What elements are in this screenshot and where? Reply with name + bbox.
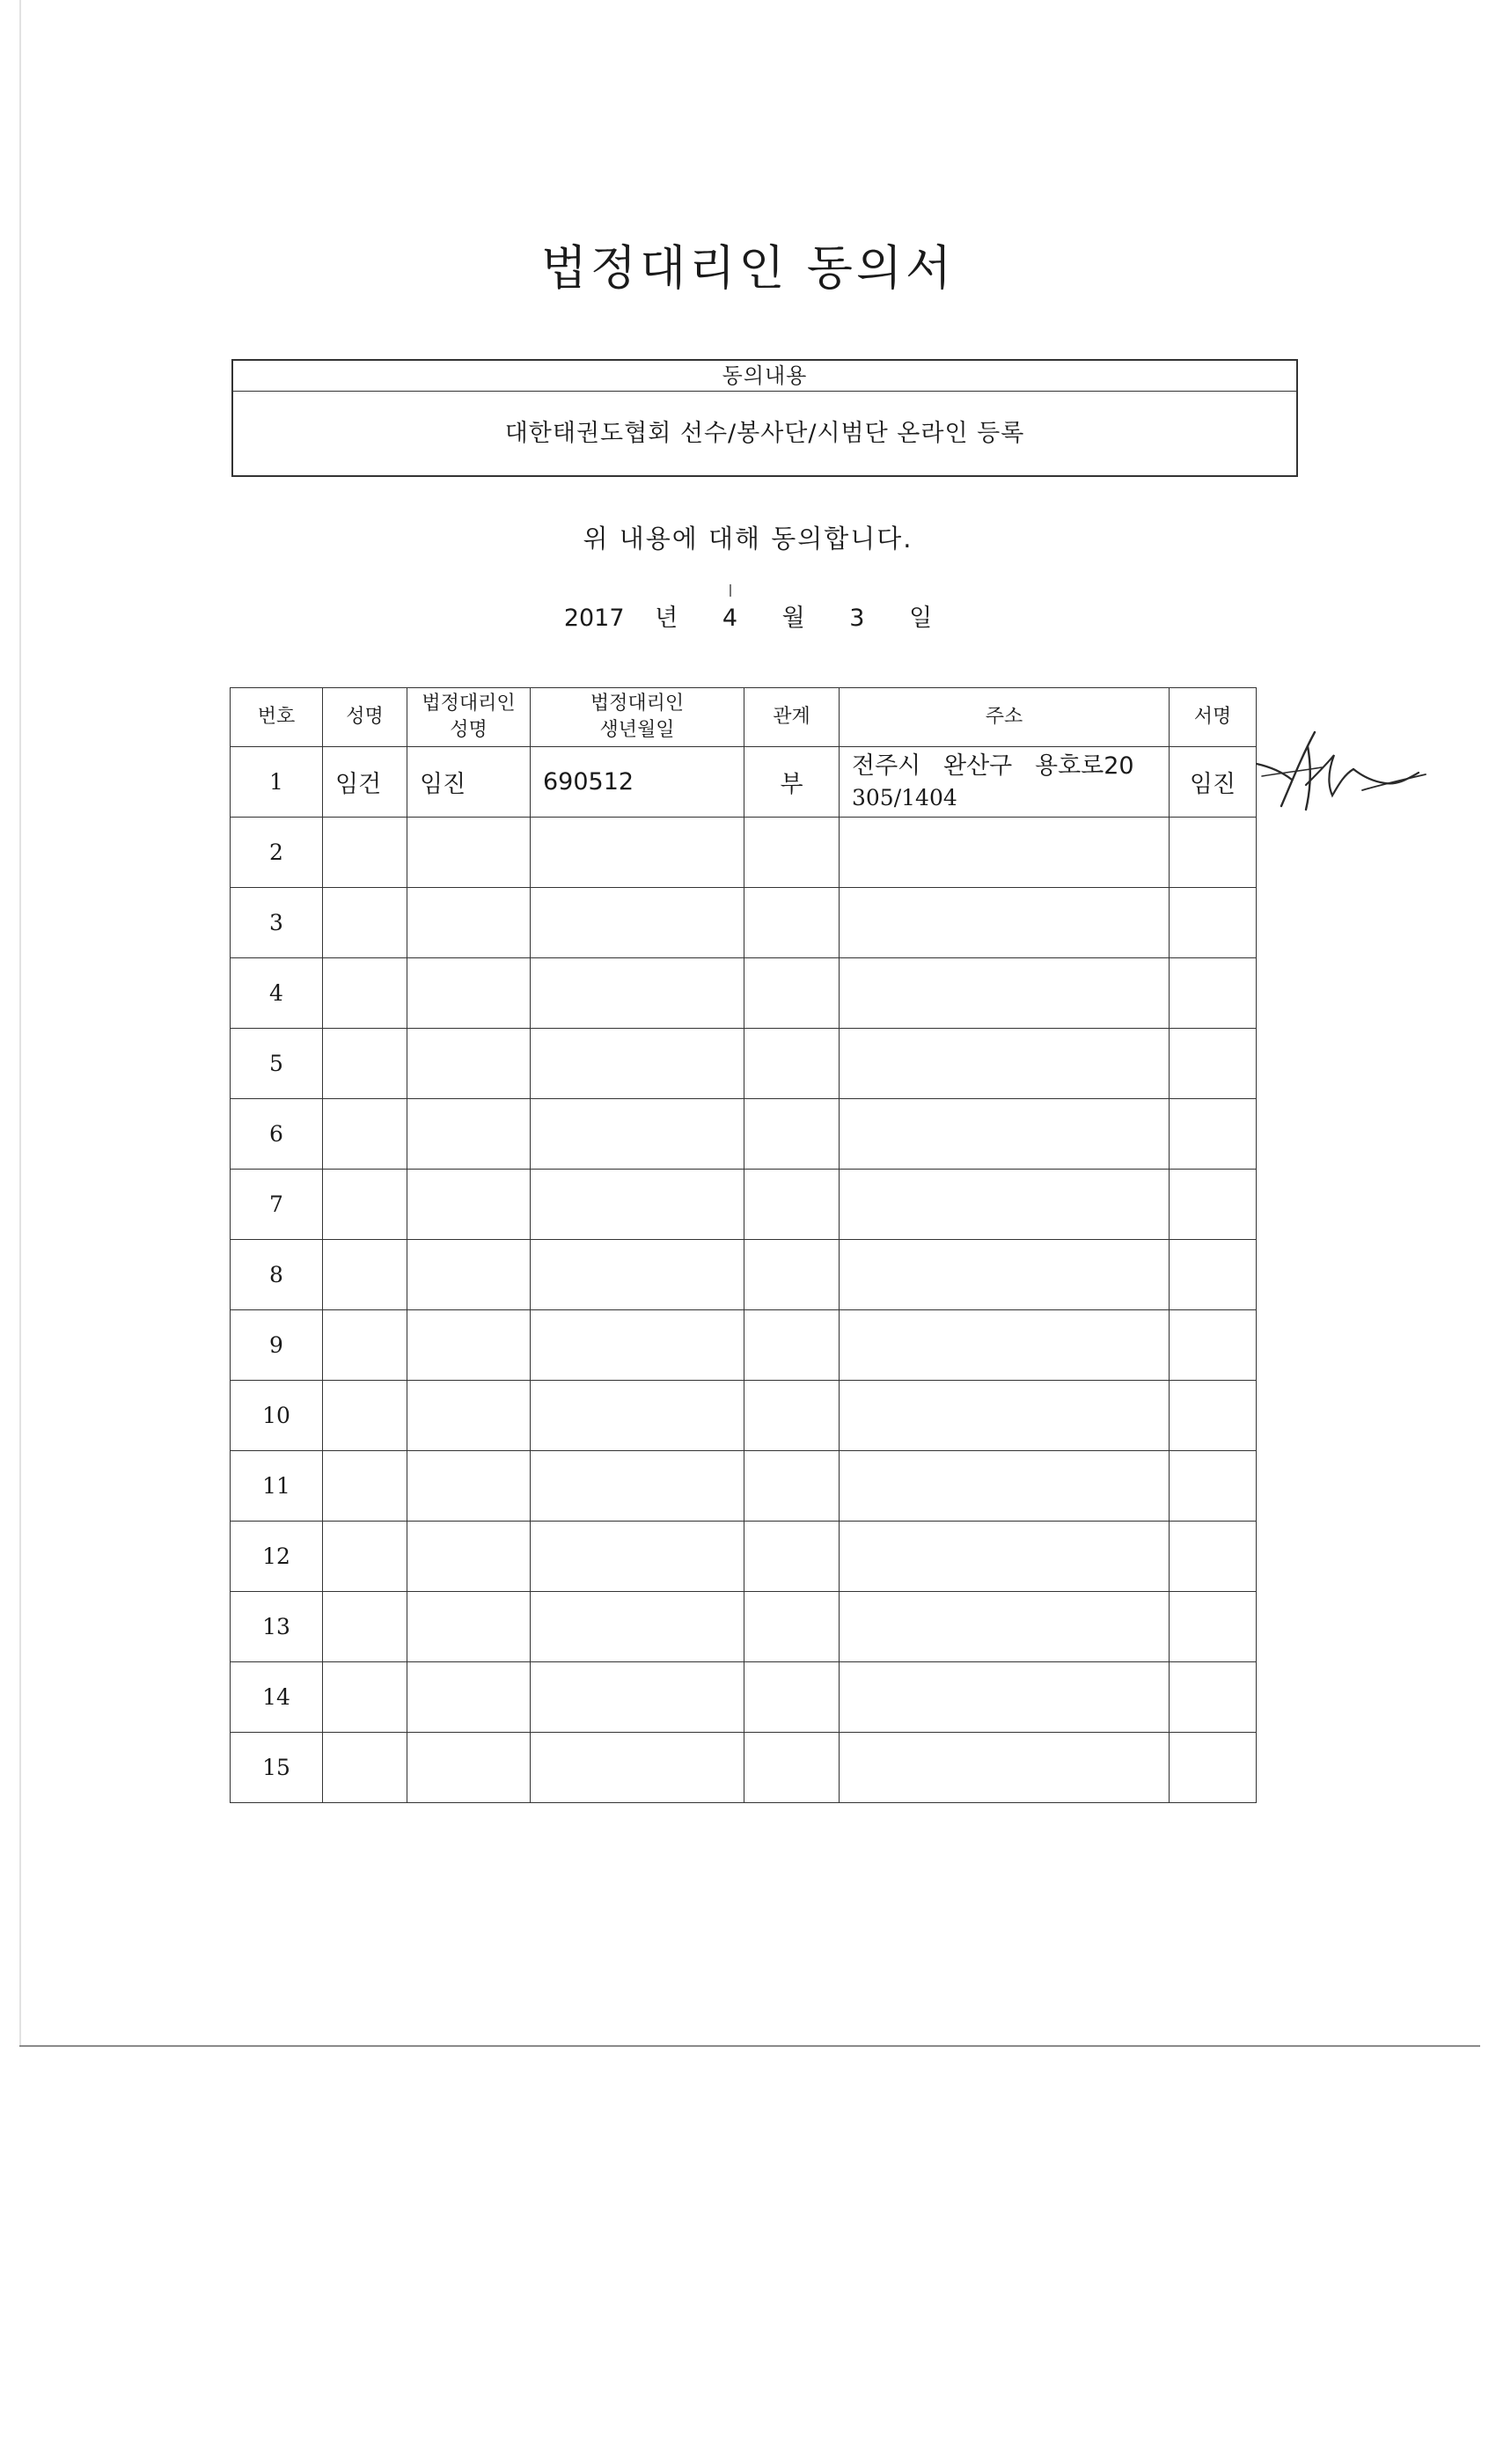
header-guardian-dob (531, 688, 744, 747)
table-row (231, 1662, 1257, 1733)
row-signature (1170, 818, 1257, 888)
handwritten-signature-icon (1230, 711, 1441, 825)
row-relation (744, 1592, 840, 1662)
row-guardian-name (407, 1733, 531, 1803)
row-guardian-name (407, 1451, 531, 1522)
row-number: 13 (231, 1592, 323, 1662)
consent-date (0, 598, 1496, 633)
table-row (231, 1733, 1257, 1803)
date-day: 3 (849, 605, 865, 632)
row-relation (744, 888, 840, 958)
row-name (323, 1451, 407, 1522)
row-address (840, 1240, 1170, 1310)
row-name (323, 818, 407, 888)
row-address (840, 818, 1170, 888)
row-relation (744, 1170, 840, 1240)
header-relation: 관계 (744, 688, 840, 747)
row-relation (744, 958, 840, 1029)
header-guardian-name-line1: 법정대리인 (422, 693, 516, 715)
table-row (231, 958, 1257, 1029)
row-guardian-dob (531, 1240, 744, 1310)
row-relation (744, 1099, 840, 1170)
header-guardian-dob-line2: 생년월일 (599, 719, 675, 741)
row-guardian-dob (531, 1029, 744, 1099)
table-row (231, 1099, 1257, 1170)
row-guardian-dob (531, 1522, 744, 1592)
document-title: 법정대리인 동의서 (540, 240, 956, 296)
row-relation (744, 1662, 840, 1733)
row-guardian-dob: 690512 (531, 747, 744, 818)
row-guardian-name: 임진 (407, 747, 531, 818)
row-address (840, 1310, 1170, 1381)
header-guardian-name-line2: 성명 (450, 719, 488, 741)
row-guardian-dob (531, 1733, 744, 1803)
row-signature (1170, 958, 1257, 1029)
row-number: 2 (231, 818, 323, 888)
row-address (840, 1099, 1170, 1170)
row-signature (1170, 1662, 1257, 1733)
row-signature: 임진 (1170, 747, 1257, 818)
row-relation (744, 818, 840, 888)
row-guardian-dob (531, 818, 744, 888)
header-name: 성명 (323, 688, 407, 747)
row-name (323, 1381, 407, 1451)
row-signature (1170, 1381, 1257, 1451)
row-guardian-dob (531, 1170, 744, 1240)
table-row (231, 1522, 1257, 1592)
header-signature: 서명 (1170, 688, 1257, 747)
row-guardian-name (407, 1310, 531, 1381)
row-relation (744, 1029, 840, 1099)
table-row (231, 1029, 1257, 1099)
row-signature (1170, 1733, 1257, 1803)
row-address (840, 888, 1170, 958)
row-relation (744, 1451, 840, 1522)
row-signature (1170, 1592, 1257, 1662)
row-name (323, 1170, 407, 1240)
row-name (323, 1733, 407, 1803)
row-guardian-dob (531, 1310, 744, 1381)
row-name (323, 1029, 407, 1099)
row-guardian-name (407, 1522, 531, 1592)
row-number: 15 (231, 1733, 323, 1803)
row-guardian-name (407, 1170, 531, 1240)
row-address (840, 747, 1170, 818)
row-relation (744, 1240, 840, 1310)
row-name (323, 1592, 407, 1662)
row-signature (1170, 1451, 1257, 1522)
row-guardian-dob (531, 1662, 744, 1733)
table-row (231, 1170, 1257, 1240)
date-year: 2017 (563, 605, 625, 632)
row-address (840, 1522, 1170, 1592)
row-guardian-name (407, 1381, 531, 1451)
table-row (231, 818, 1257, 888)
table-row (231, 1451, 1257, 1522)
row-relation (744, 1310, 840, 1381)
date-year-unit: 년 (655, 605, 678, 632)
row-number: 12 (231, 1522, 323, 1592)
row-name (323, 888, 407, 958)
row-address (840, 1170, 1170, 1240)
row-address (840, 1451, 1170, 1522)
row-name (323, 1522, 407, 1592)
row-address (840, 1592, 1170, 1662)
table-row (231, 1592, 1257, 1662)
row-guardian-dob (531, 1381, 744, 1451)
row-number: 8 (231, 1240, 323, 1310)
row-guardian-name (407, 818, 531, 888)
row-number: 4 (231, 958, 323, 1029)
date-month-unit: 월 (781, 605, 805, 632)
row-name (323, 1662, 407, 1733)
row-guardian-dob (531, 1592, 744, 1662)
table-row (231, 1381, 1257, 1451)
row-address-line2: 305/1404 (852, 784, 957, 810)
consent-content-body: 대한태권도협회 선수/봉사단/시범단 온라인 등록 (504, 420, 1025, 447)
row-guardian-dob (531, 888, 744, 958)
row-guardian-name (407, 1099, 531, 1170)
table-row (231, 1240, 1257, 1310)
consent-content-box (231, 359, 1298, 477)
scan-left-edge (19, 0, 21, 2046)
header-address: 주소 (840, 688, 1170, 747)
row-signature (1170, 1029, 1257, 1099)
row-number: 10 (231, 1381, 323, 1451)
row-signature (1170, 1170, 1257, 1240)
table-row (231, 747, 1257, 818)
row-name (323, 1310, 407, 1381)
row-signature (1170, 1240, 1257, 1310)
consent-content-header: 동의내용 (233, 361, 1296, 392)
row-number: 14 (231, 1662, 323, 1733)
header-guardian-dob-line1: 법정대리인 (590, 693, 685, 715)
row-address-line1: 전주시 완산구 용호로20 (852, 752, 1134, 780)
row-signature (1170, 1099, 1257, 1170)
row-number: 6 (231, 1099, 323, 1170)
table-header-row (231, 688, 1257, 747)
row-signature (1170, 1310, 1257, 1381)
row-guardian-name (407, 888, 531, 958)
row-number: 1 (231, 747, 323, 818)
table-row (231, 888, 1257, 958)
row-name (323, 1099, 407, 1170)
row-number: 7 (231, 1170, 323, 1240)
row-number: 11 (231, 1451, 323, 1522)
row-guardian-dob (531, 1099, 744, 1170)
row-relation (744, 1522, 840, 1592)
row-address (840, 1662, 1170, 1733)
scan-mark (730, 584, 731, 597)
row-address (840, 1733, 1170, 1803)
row-address (840, 958, 1170, 1029)
table-body (231, 747, 1257, 1803)
row-guardian-name (407, 1662, 531, 1733)
date-month: 4 (722, 605, 738, 632)
row-number: 3 (231, 888, 323, 958)
row-name (323, 1240, 407, 1310)
row-address (840, 1381, 1170, 1451)
row-guardian-name (407, 958, 531, 1029)
guardian-registration-table (230, 687, 1257, 1803)
row-address (840, 1029, 1170, 1099)
row-relation (744, 1381, 840, 1451)
row-number: 5 (231, 1029, 323, 1099)
row-name (323, 958, 407, 1029)
date-day-unit: 일 (909, 605, 933, 632)
row-guardian-name (407, 1592, 531, 1662)
row-signature (1170, 888, 1257, 958)
row-signature (1170, 1522, 1257, 1592)
row-guardian-name (407, 1240, 531, 1310)
row-relation: 부 (744, 747, 840, 818)
row-name: 임건 (323, 747, 407, 818)
row-guardian-name (407, 1029, 531, 1099)
table-row (231, 1310, 1257, 1381)
header-guardian-name (407, 688, 531, 747)
row-guardian-dob (531, 1451, 744, 1522)
scan-bottom-edge (19, 2045, 1480, 2047)
row-relation (744, 1733, 840, 1803)
row-guardian-dob (531, 958, 744, 1029)
header-number: 번호 (231, 688, 323, 747)
agreement-statement: 위 내용에 대해 동의합니다. (583, 524, 913, 554)
row-number: 9 (231, 1310, 323, 1381)
